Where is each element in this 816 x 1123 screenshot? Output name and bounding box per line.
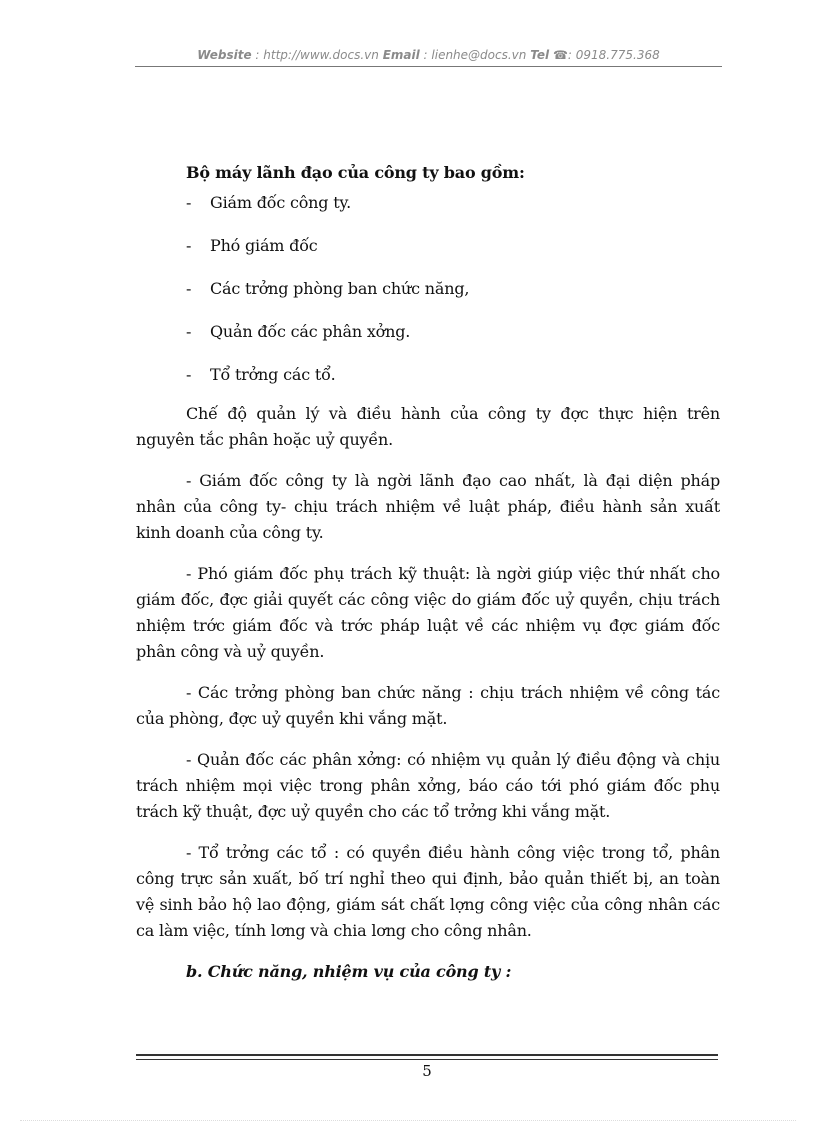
email-value: : lienhe@docs.vn — [423, 48, 527, 62]
page-number: 5 — [422, 1062, 432, 1080]
page-header — [135, 48, 722, 66]
paragraph: - Phó giám đốc phụ trách kỹ thuật: là ngời giúp việc thứ nhất cho giám đốc, đợc giải quyết các công việc do giám đốc uỷ quyền, chịu trách nhiệm trớc giám đốc và trớc pháp luật về các nhiệm vụ đợc giám đốc phân công và uỷ quyền. — [136, 564, 720, 661]
list-item — [186, 190, 720, 216]
list-item-text: Phó giám đốc — [210, 236, 318, 255]
email-label: Email — [382, 48, 420, 62]
paragraph: - Quản đốc các phân xởng: có nhiệm vụ quản lý điều động và chịu trách nhiệm mọi việc trong phân xởng, báo cáo tới phó giám đốc phụ trách kỹ thuật, đợc uỷ quyền cho các tổ trởng khi vắng mặt. — [136, 750, 720, 821]
page-edge — [20, 1120, 796, 1121]
footer-rule — [136, 1059, 718, 1060]
paragraph: - Các trởng phòng ban chức năng : chịu trách nhiệm về công tác của phòng, đợc uỷ quyền khi vắng mặt. — [136, 683, 720, 728]
website-value: : http://www.docs.vn — [255, 48, 379, 62]
list-item — [186, 276, 720, 302]
bullet-dash: - — [186, 279, 192, 298]
section-heading: Bộ máy lãnh đạo của công ty bao gồm: — [186, 163, 525, 182]
list-item — [186, 233, 720, 259]
list-item-text: Các trởng phòng ban chức năng, — [210, 279, 470, 298]
bullet-dash: - — [186, 236, 192, 255]
bullet-dash: - — [186, 193, 192, 212]
document-body — [136, 160, 720, 985]
list-item-text: Quản đốc các phân xởng. — [210, 322, 411, 341]
paragraph: - Tổ trởng các tổ : có quyền điều hành công việc trong tổ, phân công trực sản xuất, bố trí nghỉ theo qui định, bảo quản thiết bị, an toàn vệ sinh bảo hộ lao động, giám sát chất lợng công việc của công nhân các ca làm việc, tính lơng và chia lơng cho công nhân. — [136, 843, 720, 940]
website-label: Website — [197, 48, 252, 62]
list-item-text: Tổ trởng các tổ. — [210, 365, 336, 384]
list-item-text: Giám đốc công ty. — [210, 193, 352, 212]
footer-rule — [136, 1054, 718, 1056]
paragraph: - Giám đốc công ty là ngời lãnh đạo cao nhất, là đại diện pháp nhân của công ty- chịu trách nhiệm về luật pháp, điều hành sản xuất kinh doanh của công ty. — [136, 471, 720, 542]
bullet-dash: - — [186, 322, 192, 341]
subsection-heading: b. Chức năng, nhiệm vụ của công ty : — [186, 962, 512, 981]
paragraph: Chế độ quản lý và điều hành của công ty đợc thực hiện trên nguyên tắc phân hoặc uỷ quyền. — [136, 404, 720, 449]
tel-label: Tel — [530, 48, 550, 62]
phone-icon: ☎ — [552, 48, 568, 62]
header-rule — [135, 66, 722, 67]
bullet-dash: - — [186, 365, 192, 384]
list-item — [186, 362, 720, 388]
tel-value: : 0918.775.368 — [567, 48, 660, 62]
list-item — [186, 319, 720, 345]
